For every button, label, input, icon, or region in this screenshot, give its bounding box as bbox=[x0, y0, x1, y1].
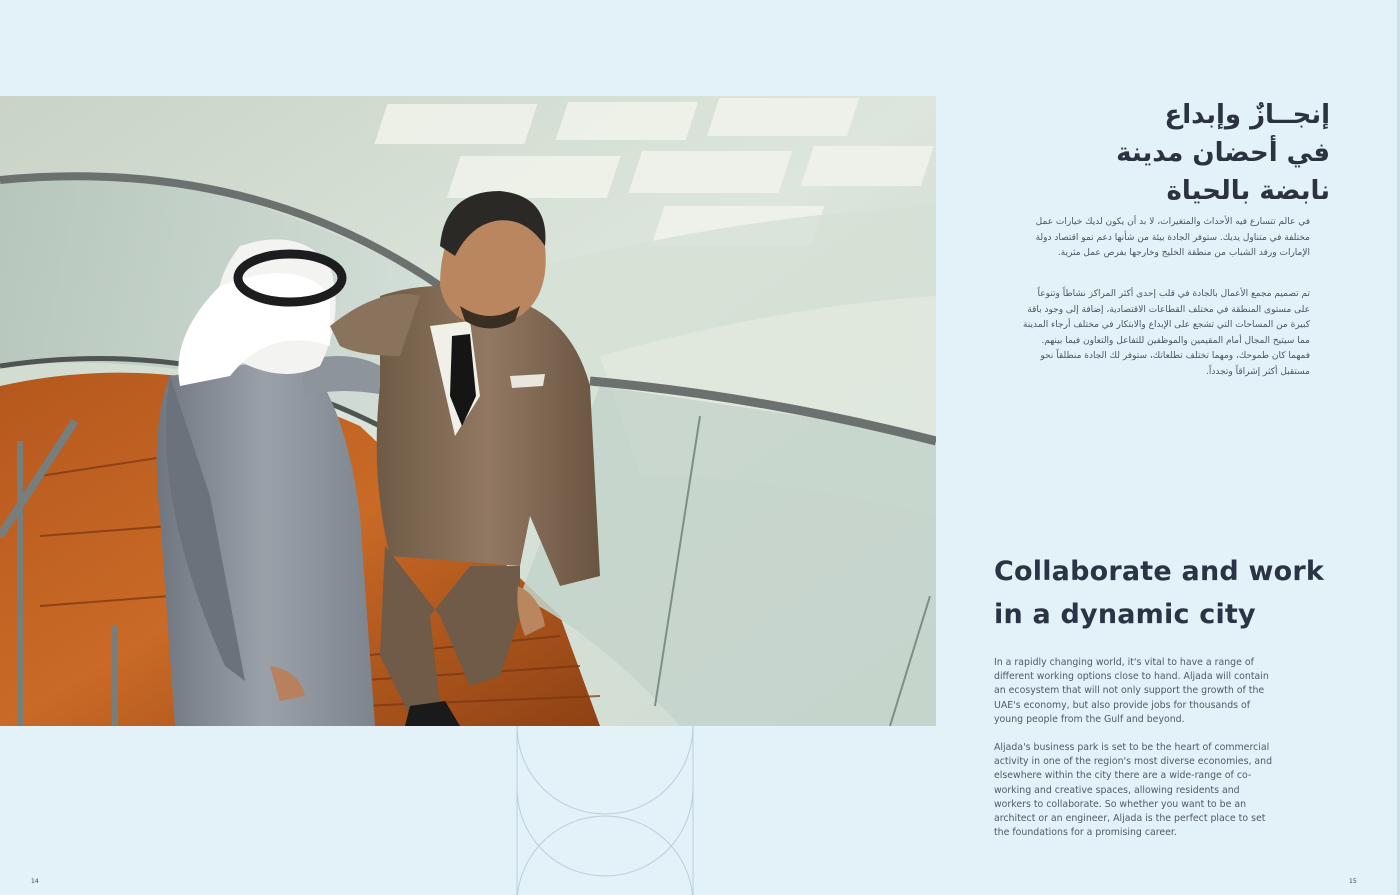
english-paragraph-1: In a rapidly changing world, it's vital to have a range of different working options close to hand. Aljada will contain an ecosystem that will not only support the growth of the UAE's economy, but also provide jobs for thousands of young people from the Gulf and beyond. bbox=[994, 657, 1269, 725]
english-heading bbox=[994, 550, 1334, 636]
arabic-paragraph-1: في عالم تتسارع فيه الأحداث والمتغيرات، لا بد أن يكون لديك خيارات عمل مختلفة في متناول يديك. ستوفر الجادة بيئة من شأنها دعم نمو اقتصاد دولة الإمارات ورفد الشباب من منطقة الخليج وخارجها بفرص عمل مثرية. bbox=[1035, 217, 1310, 258]
english-paragraph-2: Aljada's business park is set to be the heart of commercial activity in one of the region's most diverse economies, and elsewhere within the city there are a wide-range of co-working and creative spaces, allowing residents and workers to collaborate. So whether you want to be an architect or an engineer, Aljada is the perfect place to set the foundations for a promising career. bbox=[994, 742, 1273, 839]
arabic-heading bbox=[1000, 96, 1330, 210]
circle-line-motif bbox=[514, 726, 696, 895]
english-heading-line-1: Collaborate and work bbox=[994, 556, 1325, 587]
arabic-paragraph-2: تم تصميم مجمع الأعمال بالجادة في قلب إحدى أكثر المراكز نشاطاً وتنوعاً على مستوى المنطقة في مختلف القطاعات الاقتصادية، إضافة إلى وجود باقة كبيرة من المساحات التي تشجع على الإبداع والابتكار في مختلف أرجاء المدينة مما سيتيح المجال أمام المقيمين والموظفين للتفاعل والتعاون فيما بينهم. فمهما كان طموحك، ومهما تختلف تطلعاتك، ستوفر لك الجادة منطلقاً نحو مستقبل أكثر إشراقاً وتجدداً. bbox=[1022, 289, 1310, 377]
page-number-left: 14 bbox=[31, 878, 39, 885]
page-number-right: 15 bbox=[1349, 878, 1357, 885]
arabic-heading-line-1: إنجــازٌ وإبداع bbox=[1164, 100, 1330, 130]
arabic-heading-line-3: نابضة بالحياة bbox=[1166, 176, 1330, 206]
staircase-photo bbox=[0, 96, 936, 726]
arabic-heading-line-2: في أحضان مدينة bbox=[1116, 138, 1330, 168]
english-heading-line-2: in a dynamic city bbox=[994, 599, 1256, 630]
